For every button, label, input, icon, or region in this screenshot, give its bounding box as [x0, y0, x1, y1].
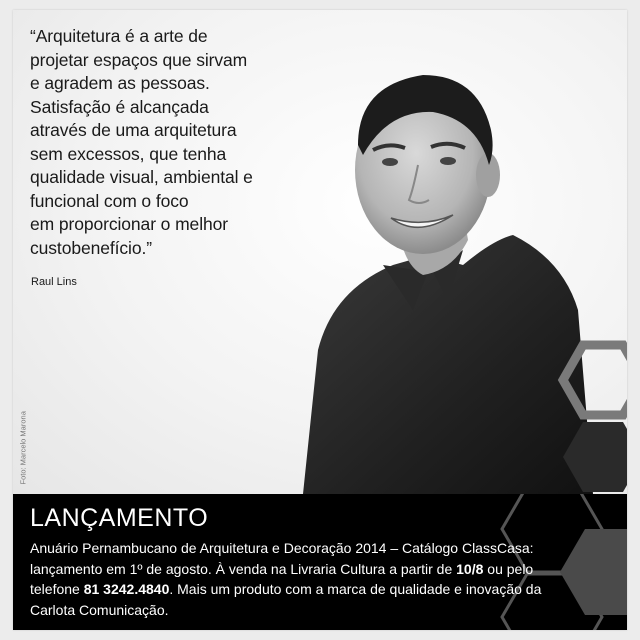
post-card — [13, 10, 627, 630]
banner-line-2 — [30, 559, 620, 580]
phone-number: 81 3242.4840 — [83, 581, 170, 597]
photo-area — [13, 10, 627, 494]
portrait-photo — [263, 50, 603, 494]
quote-author: Raul Lins — [31, 276, 77, 288]
banner-line-2-tail: ou pelo — [483, 560, 534, 577]
hexagon-decoration — [553, 340, 627, 494]
quote-text: “Arquitetura é a arte de projetar espaços que sirvam e agradem as pessoas. Satisfação é alcançada através de uma arquitetura sem excessos, que tenha qualidade visual, ambiental e funcional com o foco em proporcionar o melhor custobenefício.” — [30, 26, 253, 258]
photo-credit: Foto: Marcelo Marona — [18, 411, 28, 485]
sale-date: 10/8 — [456, 560, 484, 577]
banner-body — [30, 538, 620, 620]
banner-title: LANÇAMENTO — [30, 504, 209, 532]
banner-line-4: Carlota Comunicação. — [30, 601, 169, 618]
banner-line-2-text: lançamento em 1º de agosto. À venda na Livraria Cultura a partir de — [30, 560, 457, 577]
banner-line-3-tail: . Mais um produto com a marca de qualidade e inovação da — [169, 581, 542, 597]
launch-banner — [13, 494, 627, 630]
banner-line-3 — [30, 579, 620, 600]
banner-line-3-text: telefone — [30, 581, 84, 597]
banner-line-1: Anuário Pernambucano de Arquitetura e Decoração 2014 – Catálogo ClassCasa: — [30, 540, 534, 556]
